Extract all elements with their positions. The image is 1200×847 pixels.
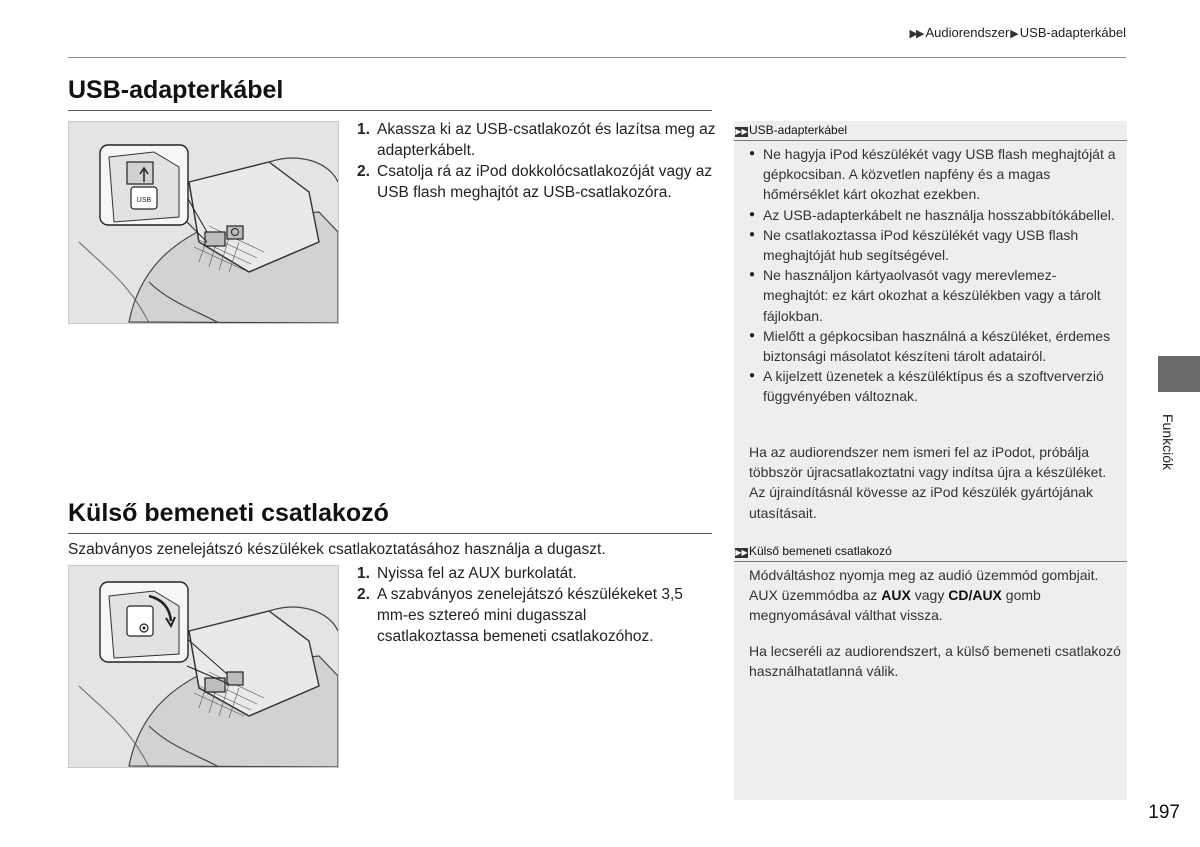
sidebar-usb-paragraph: Ha az audiorendszer nem ismeri fel az iPodot, próbálja többször újracsatlakoztatni vagy indítsa újra a készüléket. Az újraindításnál kövesse az iPod készülék gyártójának utasításait. xyxy=(749,444,1107,521)
sidebar-bullet: ● Az USB-adapterkábelt ne használja hosszabbítókábellel. xyxy=(749,205,1121,225)
usb-section-title: USB-adapterkábel xyxy=(68,76,284,104)
aux-steps xyxy=(357,563,687,647)
usb-title-rule xyxy=(68,110,712,111)
usb-illustration xyxy=(69,122,338,323)
sidebar-usb-bullets xyxy=(749,144,1121,407)
aux-intro-text: Szabványos zenelejátszó készülékek csatlakoztatásához használja a dugaszt. xyxy=(68,541,606,558)
sidebar-aux-heading: ▶▶Külső bemeneti csatlakozó xyxy=(735,544,892,558)
sidebar-aux-rule xyxy=(734,561,1127,562)
sidebar-bullet: ● Mielőtt a gépkocsiban használná a készüléket, érdemes biztonsági másolatot készíteni tárolt adatairól. xyxy=(749,326,1121,366)
sidebar-bullet: ● Ne használjon kártyaolvasót vagy merevlemez-meghajtót: ez kárt okozhat a készülékben vagy a tárolt fájlokban. xyxy=(749,265,1121,326)
aux-illustration xyxy=(69,566,338,767)
aux-step-2: 2. A szabványos zenelejátszó készülékeket 3,5 mm-es sztereó mini dugasszal csatlakoztassa bemeneti csatlakozóhoz. xyxy=(357,586,683,645)
sidebar-aux-paragraph-1: Módváltáshoz nyomja meg az audió üzemmód gombjait. AUX üzemmódba az AUX vagy CD/AUX gomb megnyomásával válthat vissza. xyxy=(749,567,1099,624)
breadcrumb-section[interactable]: Audiorendszer xyxy=(925,25,1010,40)
sidebar-aux-paragraph-2: Ha lecseréli az audiorendszert, a külső bemeneti csatlakozó használhatatlanná válik. xyxy=(749,643,1121,680)
sidebar-bullet: ● Ne hagyja iPod készülékét vagy USB flash meghajtóját a gépkocsiban. A közvetlen napfény és a magas hőmérséklet kárt okozhat ezekben. xyxy=(749,144,1121,205)
sidebar-bullet: ● A kijelzett üzenetek a készüléktípus és a szoftververzió függvényében változnak. xyxy=(749,366,1121,406)
page-number: 197 xyxy=(1148,802,1180,823)
chapter-tab[interactable] xyxy=(1158,356,1200,392)
usb-port-label: USB xyxy=(136,197,152,204)
breadcrumb-page: USB-adapterkábel xyxy=(1019,25,1126,40)
sidebar-usb-heading: ▶▶USB-adapterkábel xyxy=(735,123,848,137)
reference-marker-icon: ▶▶ xyxy=(735,548,748,557)
sidebar-bullet: ● Ne csatlakoztassa iPod készülékét vagy USB flash meghajtóját hub segítségével. xyxy=(749,225,1121,265)
breadcrumb xyxy=(910,25,1126,40)
usb-step-1: 1. Akassza ki az USB-csatlakozót és lazítsa meg az adapterkábelt. xyxy=(357,121,716,159)
aux-title-rule xyxy=(68,533,712,534)
usb-step-2: 2. Csatolja rá az iPod dokkolócsatlakozóját vagy az USB flash meghajtót az USB-csatlakozóra. xyxy=(357,163,713,201)
aux-step-1: 1. Nyissa fel az AUX burkolatát. xyxy=(357,565,577,582)
chapter-tab-label: Funkciók xyxy=(1160,414,1176,471)
breadcrumb-separator: ▶ xyxy=(1010,28,1019,40)
header-divider xyxy=(68,57,1126,58)
sidebar-usb-rule xyxy=(734,140,1127,141)
aux-section-title: Külső bemeneti csatlakozó xyxy=(68,499,389,527)
usb-steps xyxy=(357,119,717,203)
usb-figure xyxy=(68,121,339,324)
reference-marker-icon: ▶▶ xyxy=(735,127,748,136)
aux-figure xyxy=(68,565,339,768)
cd-aux-button-label: CD/AUX xyxy=(948,587,1002,604)
breadcrumb-arrows: ▶▶ xyxy=(909,28,923,40)
aux-button-label: AUX xyxy=(881,587,911,604)
